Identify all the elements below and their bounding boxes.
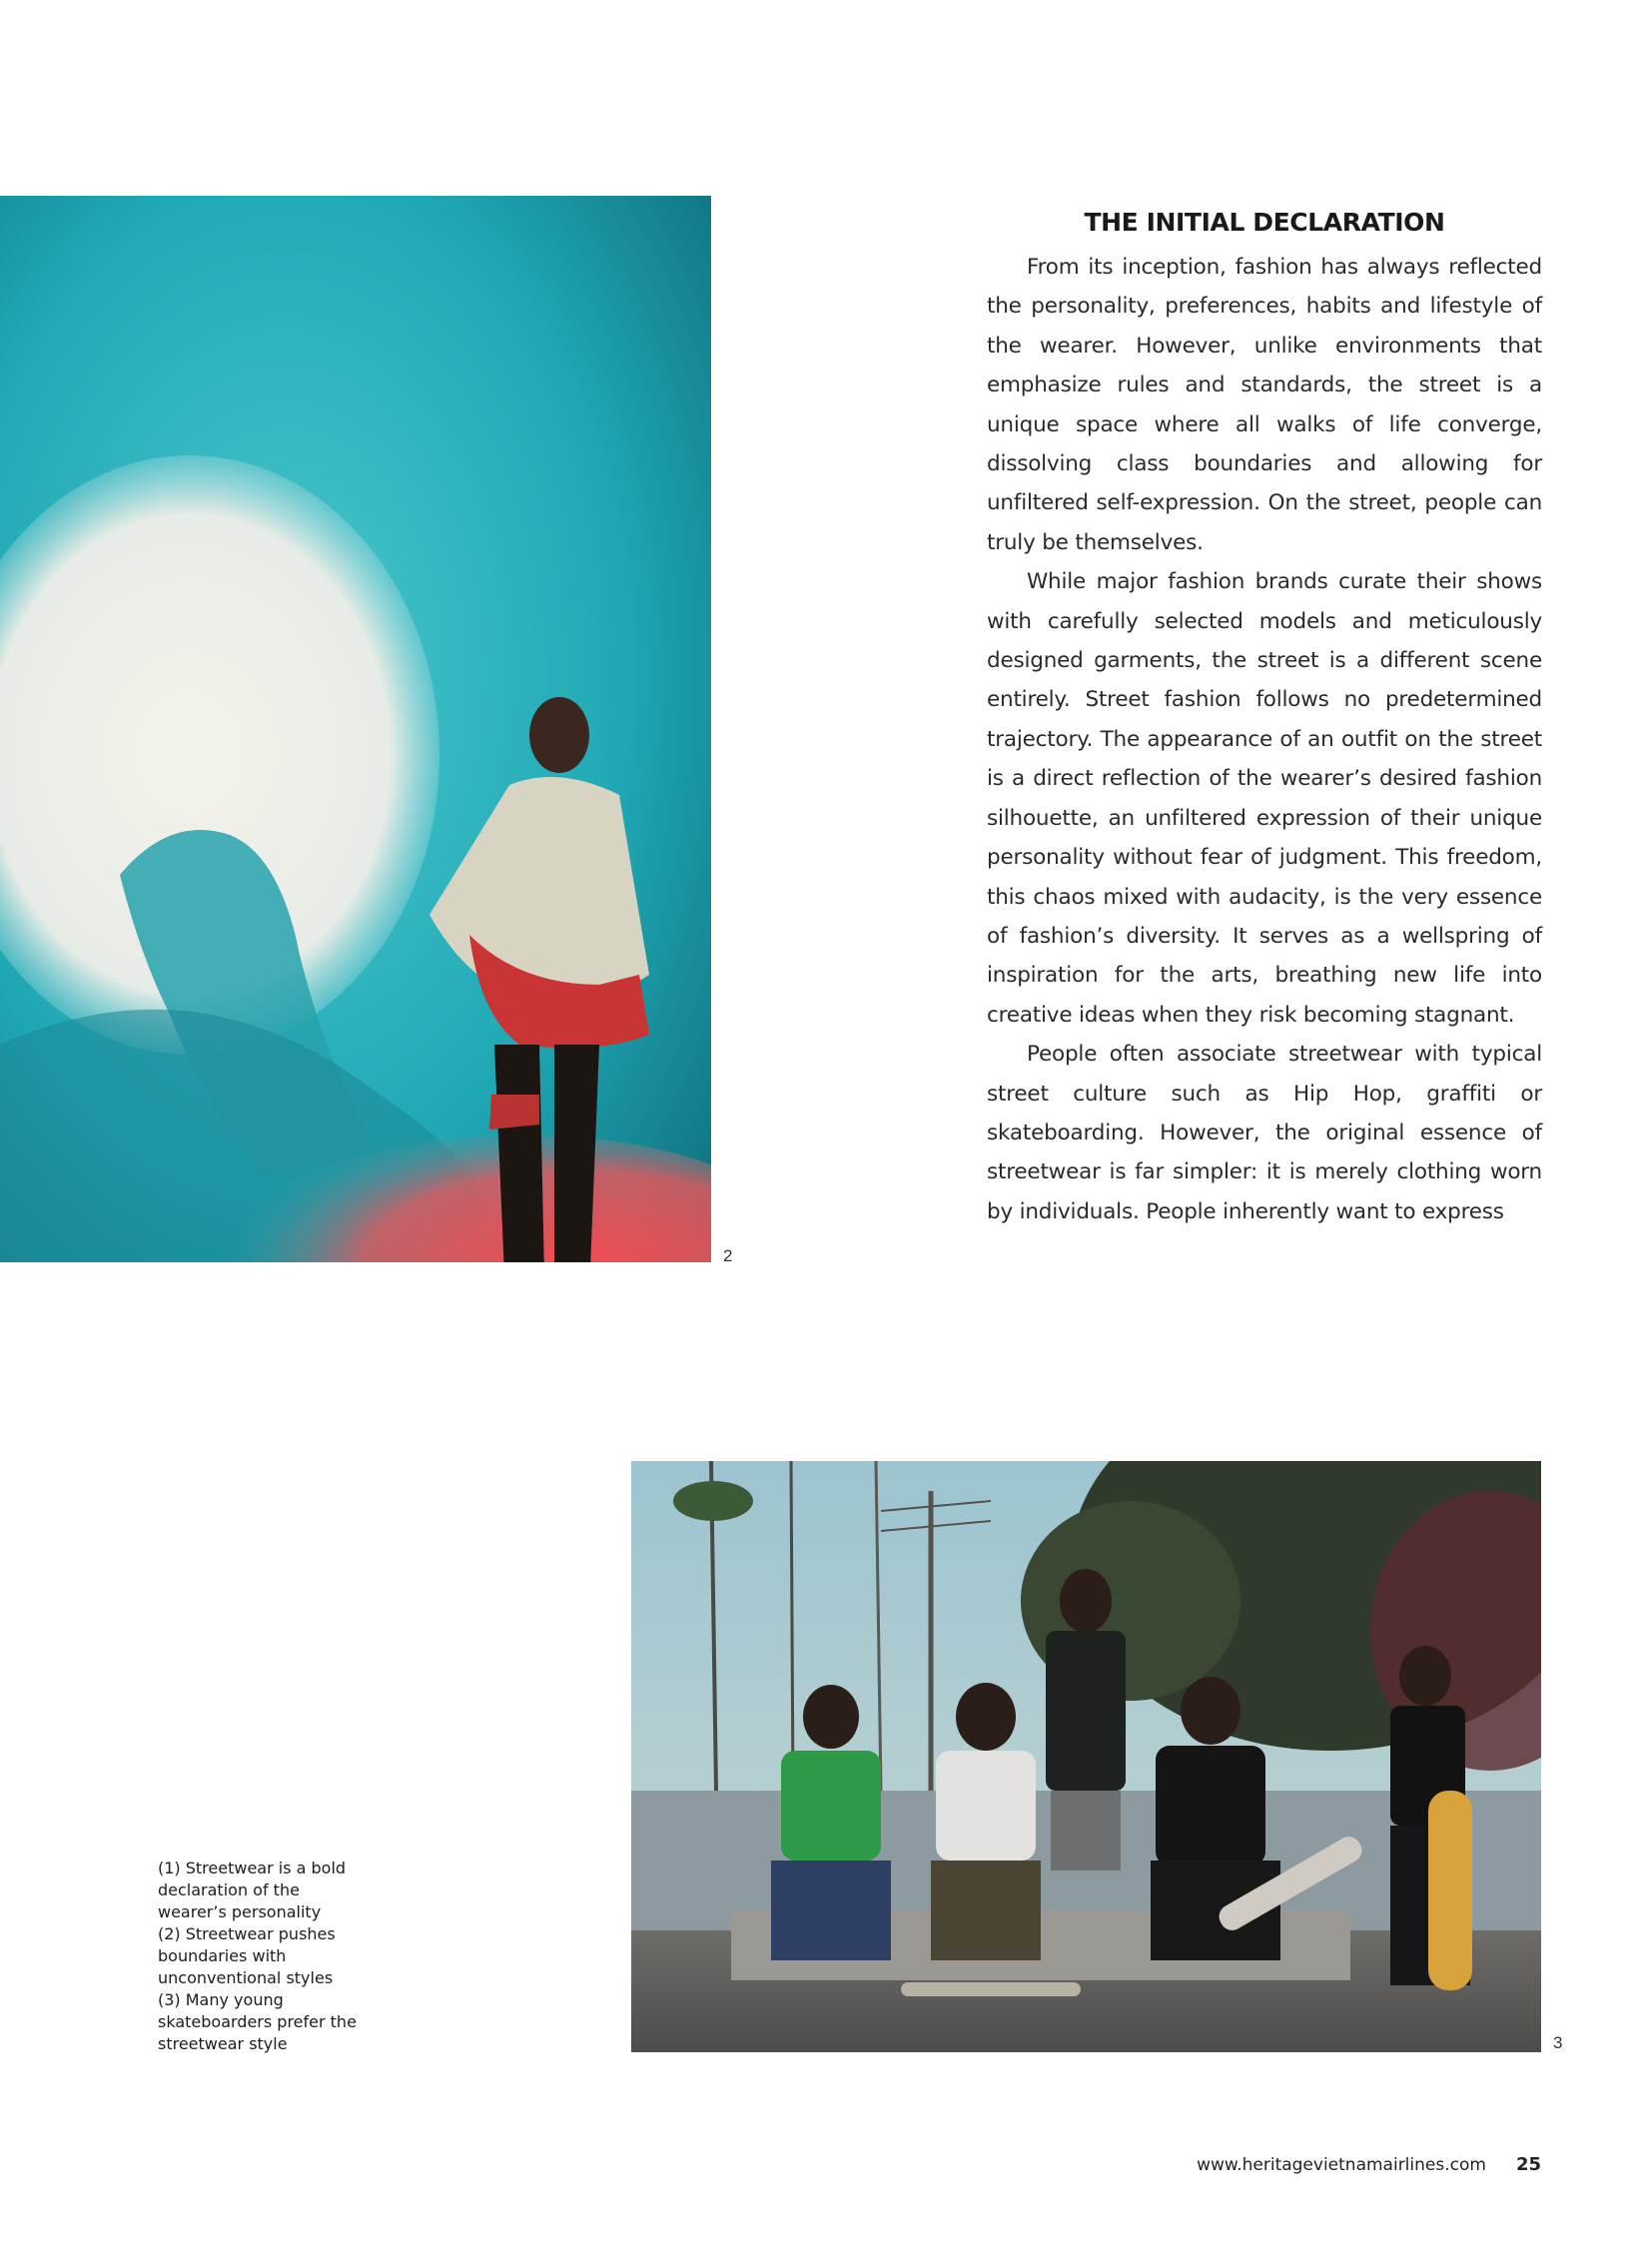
photo-number-3: 3 [1553,2033,1563,2052]
skateboarders-group-image [631,1461,1541,2052]
skateboarders-photo [631,1461,1541,2052]
photo-number-2: 2 [723,1246,733,1265]
streetwear-figure-photo [0,196,711,1262]
website-link[interactable]: www.heritagevietnamairlines.com [1197,2155,1486,2175]
caption-1: (1) Streetwear is a bold declaration of the wearer’s personality [158,1859,347,1921]
caption-2: (2) Streetwear pushes boundaries with unconventional styles [158,1924,336,1987]
article-section [987,206,1542,1231]
article-paragraph-3: People often associate streetwear with typical street culture such as Hip Hop, graffiti or skateboarding. However, the original essence of streetwear is far simpler: it is merely clothing worn by individuals. People inherently want to express [987,1042,1542,1224]
article-heading: THE INITIAL DECLARATION [1084,208,1445,237]
article-paragraph-2: While major fashion brands curate their shows with carefully selected models and meticulously designed garments, the street is a different scene entirely. Street fashion follows no predetermined trajectory. The appearance of an outfit on the street is a direct reflection of the wearer’s desired fashion silhouette, an unfiltered expression of their unique personality without fear of judgment. This freedom, this chaos mixed with audacity, is the very essence of fashion’s diversity. It serves as a wellspring of inspiration for the arts, breathing new life into creative ideas when they risk becoming stagnant. [987,569,1542,1028]
caption-3: (3) Many young skateboarders prefer the streetwear style [158,1990,357,2053]
photo-captions [158,1858,358,2055]
article-paragraph-1: From its inception, fashion has always reflected the personality, preferences, habits and lifestyle of the wearer. However, unlike environments that emphasize rules and standards, the street is a unique space where all walks of life converge, dissolving class boundaries and allowing for unfiltered self-expression. On the street, people can truly be themselves. [987,255,1542,555]
page-number: 25 [1515,2154,1541,2175]
page-footer [1197,2154,1541,2175]
spotlight-portrait-image [0,196,711,1262]
